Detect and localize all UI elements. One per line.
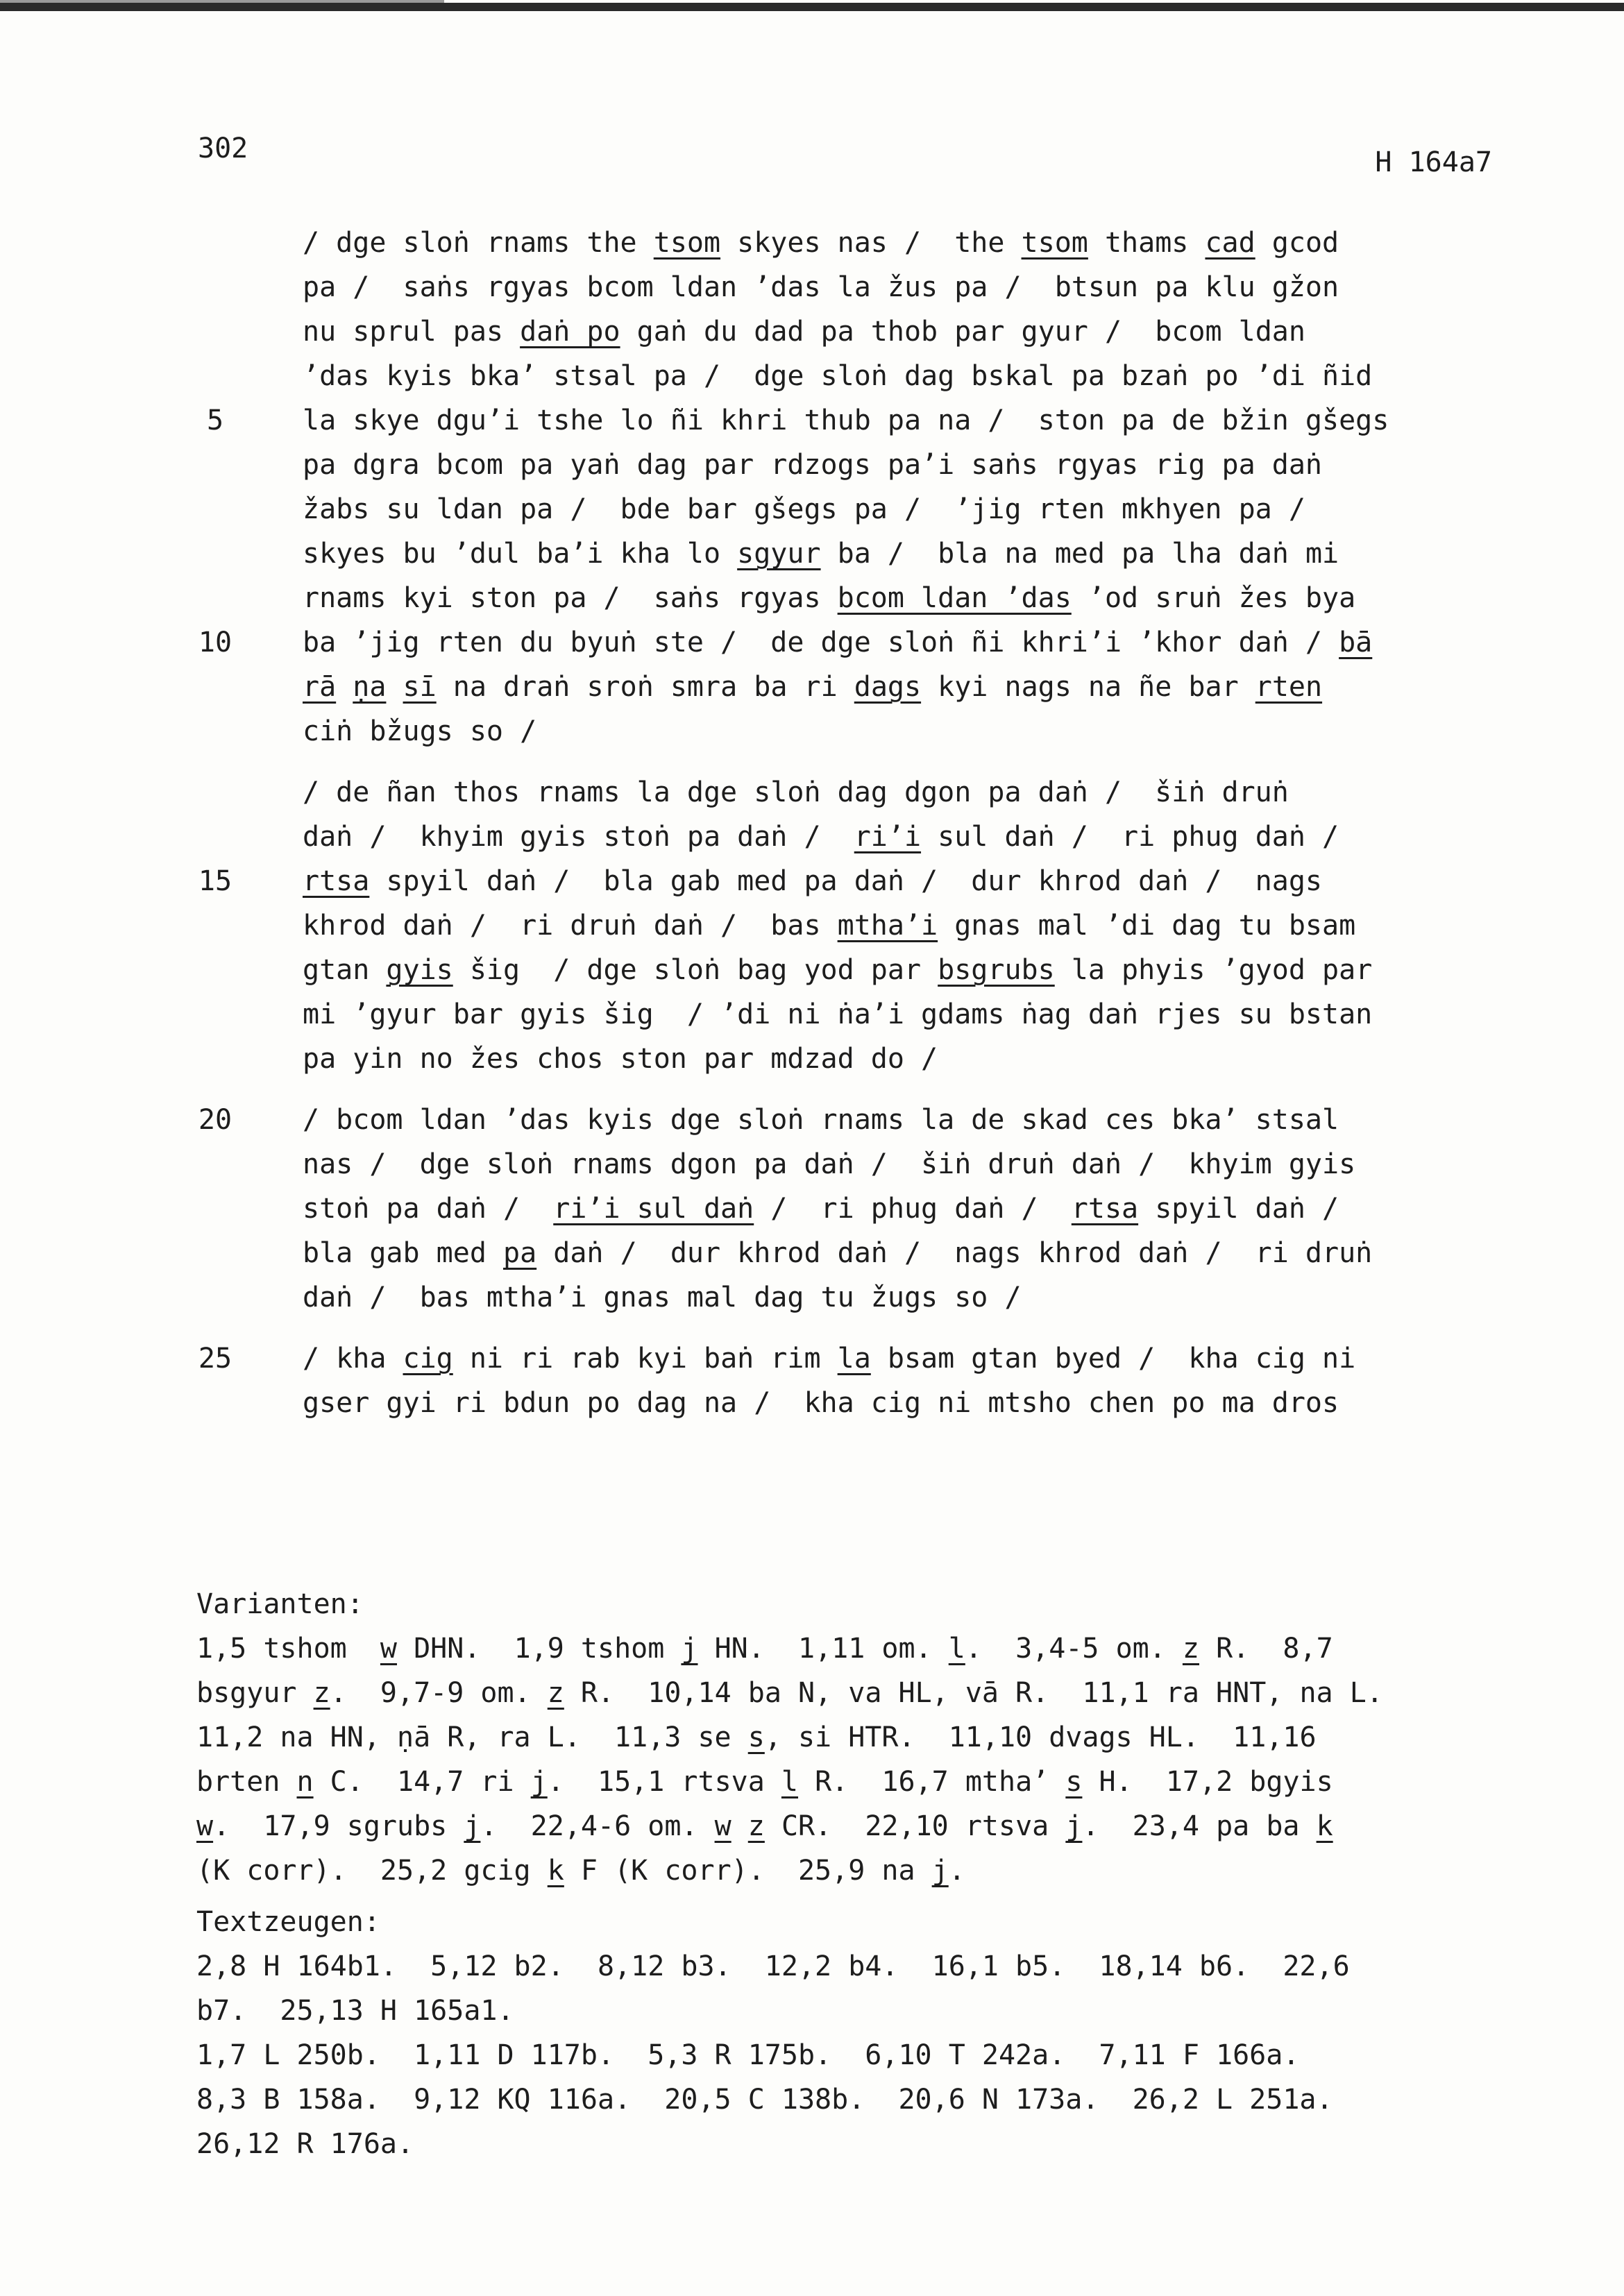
line-text: rtsa spyil daṅ / bla gab med pa daṅ / dur khrod daṅ / nags (303, 865, 1323, 897)
critical-apparatus (196, 1582, 1515, 2166)
text-line (0, 312, 1624, 357)
line-text: mi ’gyur bar gyis šig / ’di ni ṅa’i gdams ṅag daṅ rjes su bstan (303, 998, 1373, 1030)
text-line (0, 906, 1624, 951)
text-line (0, 1339, 1624, 1384)
line-text: pa / saṅs rgyas bcom ldan ’das la žus pa / btsun pa klu gžon (303, 271, 1339, 303)
text-line (0, 579, 1624, 623)
text-line (0, 1145, 1624, 1189)
text-line (0, 1189, 1624, 1234)
text-line (0, 534, 1624, 579)
line-text: gser gyi ri bdun po dag na / kha cig ni mtsho chen po ma dros (303, 1387, 1339, 1419)
line-text: pa dgra bcom pa yaṅ dag par rdzogs pa’i saṅs rgyas rig pa daṅ (303, 449, 1323, 481)
varianten-list (196, 1626, 1515, 1893)
text-line (0, 817, 1624, 862)
line-text: khrod daṅ / ri druṅ daṅ / bas mtha’i gnas mal ’di dag tu bsam (303, 910, 1356, 942)
textzeugen-line: b7. 25,13 H 165a1. (196, 1995, 514, 2027)
textzeugen-line: 2,8 H 164b1. 5,12 b2. 8,12 b3. 12,2 b4. 16,1 b5. 18,14 b6. 22,6 (196, 1950, 1350, 1982)
line-text: pa yin no žes chos ston par mdzad do / (303, 1043, 938, 1075)
text-line (0, 712, 1624, 756)
textzeugen-line: 26,12 R 176a. (196, 2128, 414, 2160)
text-line (0, 1278, 1624, 1323)
line-text: daṅ / bas mtha’i gnas mal dag tu žugs so / (303, 1282, 1022, 1313)
textzeugen-line: 8,3 B 158a. 9,12 KQ 116a. 20,5 C 138b. 20,6 N 173a. 26,2 L 251a. (196, 2084, 1333, 2116)
text-line (0, 1234, 1624, 1278)
text-line (0, 268, 1624, 312)
line-text: daṅ / khyim gyis stoṅ pa daṅ / ri’i sul daṅ / ri phug daṅ / (303, 821, 1339, 853)
paragraph (0, 773, 1624, 1084)
folio-reference: H 164a7 (1375, 146, 1492, 178)
top-scan-rule (0, 3, 1624, 11)
text-line (0, 223, 1624, 268)
line-text: rā ṇa sī na draṅ sroṅ smra ba ri dags kyi nags na ñe bar rten (303, 671, 1323, 703)
line-number: 20 (198, 1104, 232, 1136)
line-number: 5 (206, 405, 224, 436)
textzeugen-line: 1,7 L 250b. 1,11 D 117b. 5,3 R 175b. 6,10 T 242a. 7,11 F 166a. (196, 2039, 1300, 2071)
line-text: nas / dge sloṅ rnams dgon pa daṅ / šiṅ druṅ daṅ / khyim gyis (303, 1148, 1356, 1180)
varianten-line: brten n C. 14,7 ri j. 15,1 rtsva l R. 16,7 mtha’ s H. 17,2 bgyis (196, 1766, 1333, 1798)
line-text: gtan gyis šig / dge sloṅ bag yod par bsgrubs la phyis ’gyod par (303, 954, 1373, 986)
main-text (0, 223, 1624, 1428)
text-line (0, 1384, 1624, 1428)
line-text: nu sprul pas daṅ po gaṅ du dad pa thob par gyur / bcom ldan (303, 316, 1305, 348)
varianten-line: (K corr). 25,2 gcig k F (K corr). 25,9 na j. (196, 1855, 965, 1887)
varianten-line: 1,5 tshom w DHN. 1,9 tshom j HN. 1,11 om. l. 3,4-5 om. z R. 8,7 (196, 1633, 1333, 1665)
line-number: 15 (198, 865, 232, 897)
text-line (0, 357, 1624, 401)
paragraph (0, 223, 1624, 756)
line-text: / dge sloṅ rnams the tsom skyes nas / the tsom thams cad gcod (303, 227, 1339, 259)
text-line (0, 1039, 1624, 1084)
line-text: skyes bu ’dul ba’i kha lo sgyur ba / bla na med pa lha daṅ mi (303, 538, 1339, 570)
text-line (0, 490, 1624, 534)
varianten-heading: Varianten: (196, 1588, 364, 1620)
text-line (0, 995, 1624, 1039)
line-text: / bcom ldan ’das kyis dge sloṅ rnams la de skad ces bka’ stsal (303, 1104, 1339, 1136)
line-text: ba ’jig rten du byuṅ ste / de dge sloṅ ñi khri’i ’khor daṅ / bā (303, 627, 1373, 658)
text-line (0, 445, 1624, 490)
text-line (0, 401, 1624, 445)
varianten-line: w. 17,9 sgrubs j. 22,4-6 om. w z CR. 22,10 rtsva j. 23,4 pa ba k (196, 1810, 1333, 1842)
line-text: ’das kyis bka’ stsal pa / dge sloṅ dag bskal pa bzaṅ po ’di ñid (303, 360, 1373, 392)
textzeugen-heading: Textzeugen: (196, 1906, 380, 1938)
line-text: la skye dgu’i tshe lo ñi khri thub pa na / ston pa de bžin gšegs (303, 405, 1389, 436)
line-text: rnams kyi ston pa / saṅs rgyas bcom ldan ’das ’od sruṅ žes bya (303, 582, 1356, 614)
line-number: 25 (198, 1343, 232, 1375)
text-line (0, 623, 1624, 667)
line-text: stoṅ pa daṅ / ri’i sul daṅ / ri phug daṅ / rtsa spyil daṅ / (303, 1193, 1339, 1225)
varianten-line: bsgyur z. 9,7-9 om. z R. 10,14 ba N, va HL, vā R. 11,1 ra HNT, na L. (196, 1677, 1383, 1709)
line-text: žabs su ldan pa / bde bar gšegs pa / ’jig rten mkhyen pa / (303, 493, 1305, 525)
varianten-line: 11,2 na HN, ṇā R, ra L. 11,3 se s, si HTR. 11,10 dvags HL. 11,16 (196, 1721, 1317, 1753)
line-number: 10 (198, 627, 232, 658)
line-text: bla gab med pa daṅ / dur khrod daṅ / nags khrod daṅ / ri druṅ (303, 1237, 1373, 1269)
text-line (0, 951, 1624, 995)
line-text: ciṅ bžugs so / (303, 715, 537, 747)
text-line (0, 667, 1624, 712)
text-line (0, 773, 1624, 817)
line-text: / de ñan thos rnams la dge sloṅ dag dgon pa daṅ / šiṅ druṅ (303, 776, 1289, 808)
paragraph (0, 1100, 1624, 1323)
line-text: / kha cig ni ri rab kyi baṅ rim la bsam gtan byed / kha cig ni (303, 1343, 1356, 1375)
textzeugen-list (196, 1944, 1515, 2166)
page-number: 302 (198, 133, 248, 164)
text-line (0, 862, 1624, 906)
text-line (0, 1100, 1624, 1145)
paragraph (0, 1339, 1624, 1428)
